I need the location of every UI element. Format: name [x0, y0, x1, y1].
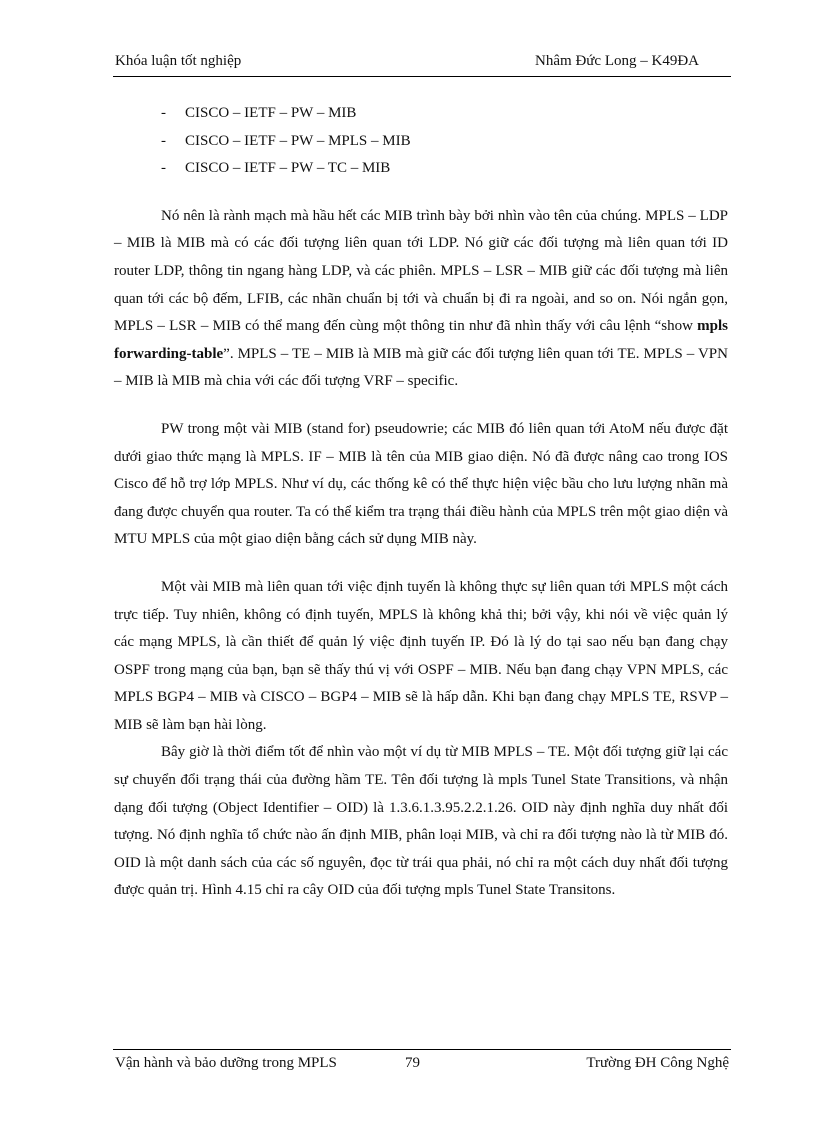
- paragraph-routing-mibs: Một vài MIB mà liên quan tới việc định tuyến là không thực sự liên quan tới MPLS một cách trực tiếp. Tuy nhiên, không có định tuyến, MPLS là không khả thi; bởi vậy, khi nói về việc quản lý các mạng MPLS, là cần thiết để quản lý việc định tuyến IP. Đó là lý do tại sao nếu bạn đang chạy OSPF trong mạng của bạn, bạn sẽ thấy thú vị với OSPF – MIB. Nếu bạn đang chạy VPN MPLS, các MPLS BGP4 – MIB và CISCO – BGP4 – MIB sẽ là hấp dẫn. Khi bạn đang chạy MPLS TE, RSVP – MIB sẽ làm bạn hài lòng.: [114, 578, 728, 733]
- list-item: [114, 128, 728, 156]
- list-item-text: CISCO – IETF – PW – TC – MIB: [185, 160, 391, 177]
- paragraph-mib-names: [114, 203, 728, 396]
- header-author: Nhâm Đức Long – K49ĐA: [535, 53, 699, 69]
- bullet-dash: -: [161, 160, 166, 177]
- header-thesis-title: Khóa luận tốt nghiệp: [115, 53, 242, 69]
- page-header: [113, 50, 731, 77]
- bullet-dash: -: [161, 105, 166, 121]
- list-item-text: CISCO – IETF – PW – MIB: [185, 105, 357, 121]
- list-item: [114, 100, 728, 128]
- command-text: mpls forwarding-table: [114, 318, 728, 362]
- page-body: [114, 100, 728, 905]
- bullet-dash: -: [161, 132, 166, 149]
- footer-chapter-title: Vận hành và bảo dưỡng trong MPLS: [115, 1055, 337, 1071]
- paragraph-pw-if-mib: PW trong một vài MIB (stand for) pseudowrie; các MIB đó liên quan tới AtoM nếu được đặt dưới giao thức mạng là MPLS. IF – MIB là tên của MIB giao diện. Nó đã được nâng cao trong IOS Cisco để hỗ trợ lớp MPLS. Như ví dụ, các thống kê có thể thực hiện việc bầu cho lưu lượng nhãn mà đang được chuyển qua router. Ta có thể kiểm tra trạng thái điều hành của MPLS trên một giao diện và MTU MPLS của một giao diện bằng cách sử dụng MIB này.: [114, 420, 728, 548]
- page-footer: [113, 1049, 731, 1076]
- list-item-text: CISCO – IETF – PW – MPLS – MIB: [185, 132, 411, 149]
- footer-university: Trường ĐH Công Nghệ: [586, 1055, 729, 1071]
- page-number: 79: [405, 1055, 420, 1071]
- paragraph-text: ”. MPLS – TE – MIB là MIB mà giữ các đối tượng liên quan tới TE. MPLS – VPN – MIB là MIB mà chia với các đối tượng VRF – specific.: [114, 345, 728, 390]
- paragraph-oid-example: Bây giờ là thời điểm tốt để nhìn vào một ví dụ từ MIB MPLS – TE. Một đối tượng giữ lại các sự chuyển đổi trạng thái của đường hầm TE. Tên đối tượng là mpls Tunel State Transitions, và nhận dạng đối tượng (Object Identifier – OID) là 1.3.6.1.3.95.2.2.1.26. OID này định nghĩa duy nhất đối tượng. Nó định nghĩa tổ chức nào ấn định MIB, phân loại MIB, và chỉ ra đối tượng nào là từ MIB đó. OID là một danh sách của các số nguyên, đọc từ trái qua phải, nó chỉ ra một cách duy nhất đối tượng được quản trị. Hình 4.15 chỉ ra cây OID của đối tượng mpls Tunel State Transitons.: [114, 744, 728, 899]
- mib-list: [114, 100, 728, 183]
- list-item: [114, 155, 728, 183]
- paragraph-text: Nó nên là rành mạch mà hầu hết các MIB trình bày bởi nhìn vào tên của chúng. MPLS – LDP – MIB là MIB mà có các đối tượng liên quan tới LDP. Nó giữ các đối tượng mà liên quan tới ID router LDP, thông tin ngang hàng LDP, và các phiên. MPLS – LSR – MIB giữ các đối tượng mà liên quan tới các bộ đếm, LFIB, các nhãn chuẩn bị tới và chuẩn bị đi ra ngoài, and so on. Nói ngắn gọn, MPLS – LSR – MIB có thể mang đến cùng một thông tin như đã nhìn thấy với câu lệnh “show: [114, 207, 728, 335]
